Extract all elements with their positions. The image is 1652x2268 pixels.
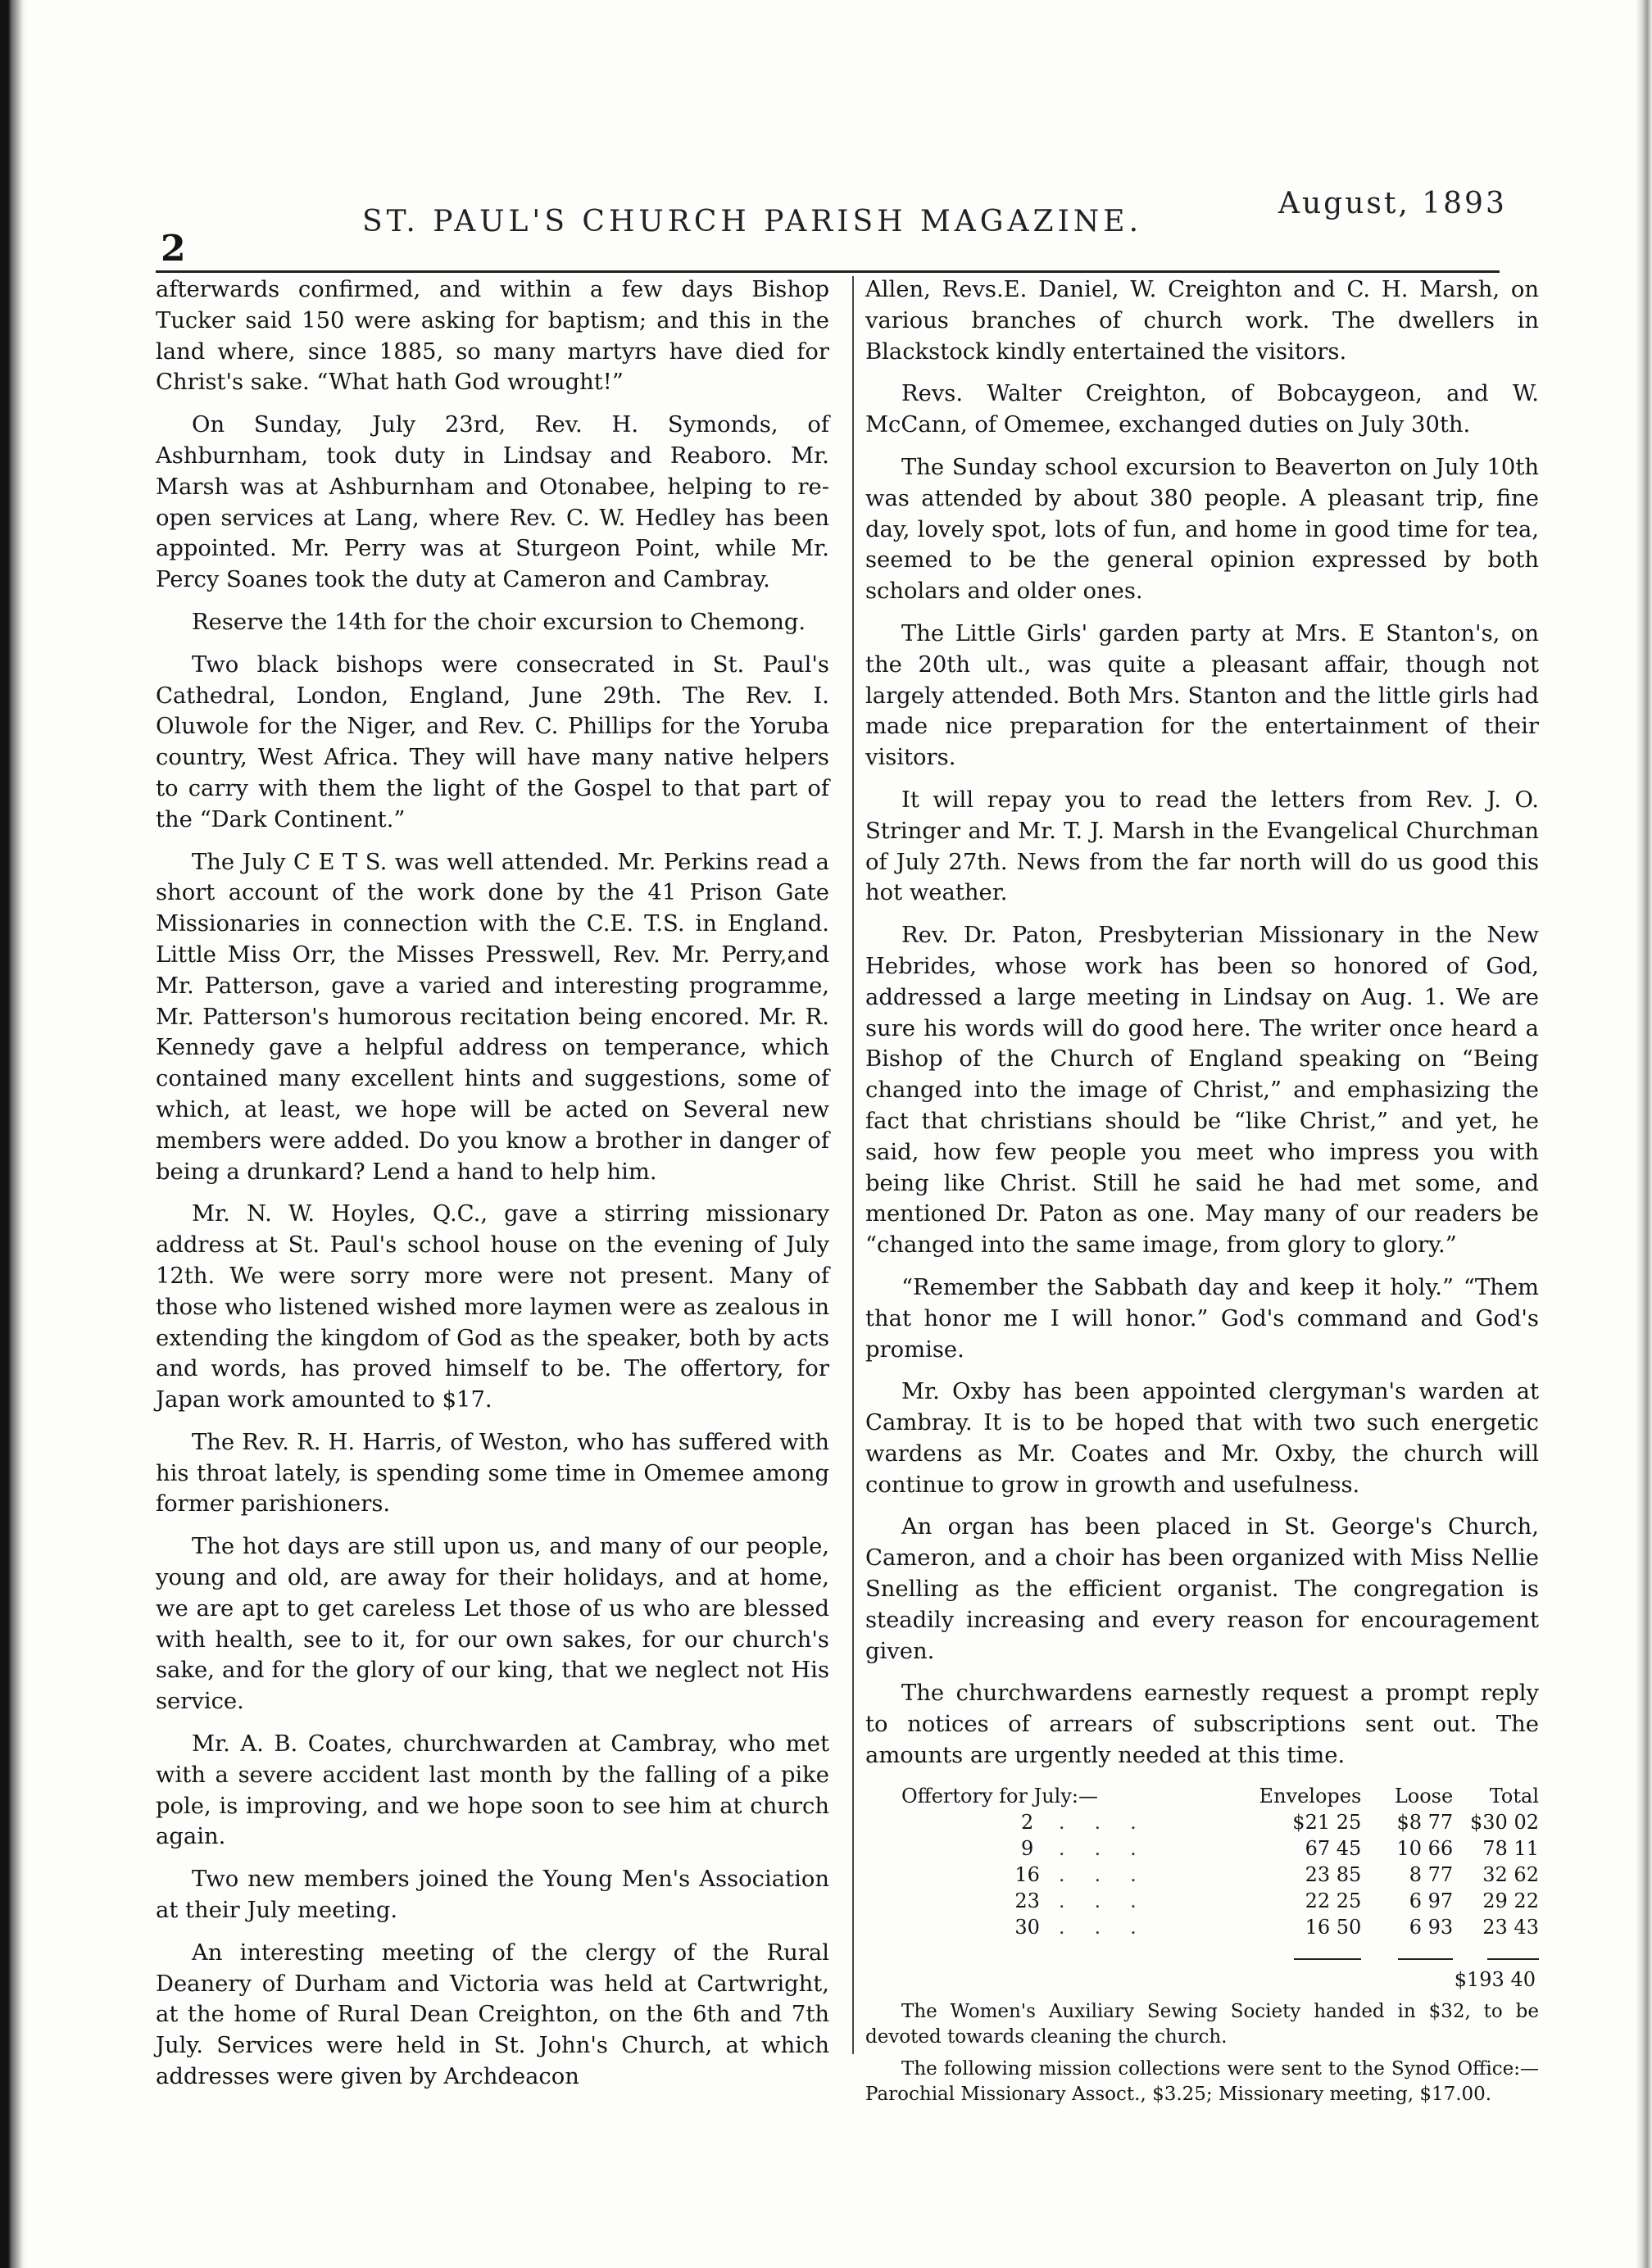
paragraph: An organ has been placed in St. George's Church, Cameron, and a choir has been organized with Miss Nellie Snelling as the efficient organist. The congregation is steadily increasing and every reason for encouragement given.	[865, 1514, 1539, 1664]
leader-dots: ...	[1058, 1810, 1166, 1834]
left-column	[156, 274, 829, 2104]
subtotal-rules	[865, 1940, 1539, 1966]
table-row	[865, 1914, 1539, 1940]
table-row	[865, 1862, 1539, 1888]
paragraph: It will repay you to read the letters from Rev. J. O. Stringer and Mr. T. J. Marsh in the Evangelical Churchman of July 27th. News from the far north will do us good this hot weather.	[865, 787, 1539, 906]
total-cell: 29 22	[1482, 1889, 1539, 1912]
table-row	[865, 1809, 1539, 1835]
footnote: The following mission collections were sent to the Synod Office:—Parochial Missionary Assoct., $3.25; Missionary meeting, $17.00.	[865, 2057, 1539, 2105]
envelopes-cell: $21 25	[1292, 1810, 1362, 1834]
paragraph: The Sunday school excursion to Beaverton on July 10th was attended by about 380 people. A pleasant trip, fine day, lovely spot, lots of fun, and home in good time for tea, seemed to be the general opinion expressed by both scholars and older ones.	[865, 454, 1539, 605]
offertory-header-row	[865, 1783, 1539, 1809]
page-edge	[1636, 0, 1652, 2268]
total-cell: 23 43	[1482, 1915, 1539, 1939]
row-date: 23	[1014, 1889, 1040, 1912]
paragraph: Mr. Oxby has been appointed clergyman's warden at Cambray. It is to be hoped that with two such energetic wardens as Mr. Coates and Mr. Oxby, the church will continue to grow in growth and usefulness.	[865, 1379, 1539, 1498]
sum-rule	[1398, 1953, 1453, 1960]
row-date: 9	[1021, 1836, 1034, 1860]
table-row	[865, 1835, 1539, 1862]
column-header: Loose	[1394, 1784, 1454, 1808]
paragraph: On Sunday, July 23rd, Rev. H. Symonds, of Ashburnham, took duty in Lindsay and Reaboro. Mr. Marsh was at Ashburnham and Otonabee, helping to re-open services at Lang, where Rev. C. W. Hedley has been appointed. Mr. Perry was at Sturgeon Point, while Mr. Percy Soanes took the duty at Cameron and Cambray.	[156, 412, 829, 593]
column-header: Envelopes	[1259, 1784, 1362, 1808]
leader-dots: ...	[1058, 1889, 1166, 1912]
row-date: 16	[1014, 1862, 1040, 1886]
paragraph: The hot days are still upon us, and many of our people, young and old, are away for their holidays, and at home, we are apt to get careless Let those of us who are blessed with health, see to it, for our own sakes, for our church's sake, and for the glory of our king, that we neglect not His service.	[156, 1534, 829, 1715]
row-date: 30	[1014, 1915, 1040, 1939]
paragraph: “Remember the Sabbath day and keep it holy.” “Them that honor me I will honor.” God's command and God's promise.	[865, 1274, 1539, 1363]
paragraph: Two black bishops were consecrated in St. Paul's Cathedral, London, England, June 29th. The Rev. I. Oluwole for the Niger, and Rev. C. Phillips for the Yoruba country, West Africa. They will have many native helpers to carry with them the light of the Gospel to that part of the “Dark Continent.”	[156, 651, 829, 832]
paragraph: Two new members joined the Young Men's Association at their July meeting.	[156, 1867, 829, 1924]
paragraph: The July C E T S. was well attended. Mr. Perkins read a short account of the work done by the 41 Prison Gate Missionaries in connection with the C.E. T.S. in England. Little Miss Orr, the Misses Presswell, Rev. Mr. Perry,and Mr. Patterson, gave a varied and interesting programme, Mr. Patterson's humorous recitation being encored. Mr. R. Kennedy gave a helpful address on temperance, which contained many excellent hints and suggestions, some of which, at least, we hope will be acted on Several new members were added. Do you know a brother in danger of being a drunkard? Lend a hand to help him.	[156, 849, 829, 1185]
leader-dots: ...	[1058, 1836, 1166, 1860]
paragraph: Revs. Walter Creighton, of Bobcaygeon, and W. McCann, of Omemee, exchanged duties on July 30th.	[865, 381, 1539, 438]
leader-dots: ...	[1058, 1862, 1166, 1886]
total-cell: 78 11	[1482, 1836, 1539, 1860]
leader-dots: ...	[1058, 1915, 1166, 1939]
paragraph: Rev. Dr. Paton, Presbyterian Missionary in the New Hebrides, whose work has been so honored of God, addressed a large meeting in Lindsay on Aug. 1. We are sure his words will do good here. The writer once heard a Bishop of the Church of England speaking on “Being changed into the image of Christ,” and emphasizing the fact that christians should be “like Christ,” and yet, he said, how few people you meet who impress you with being like Christ. Still he said he had met some, and mentioned Dr. Paton as one. May many of our readers be “changed into the same image, from glory to glory.”	[865, 923, 1539, 1259]
column-header: Total	[1489, 1784, 1539, 1808]
paragraph: Allen, Revs.E. Daniel, W. Creighton and C. H. Marsh, on various branches of church work. The dwellers in Blackstock kindly entertained the visitors.	[865, 277, 1539, 365]
paragraph: afterwards confirmed, and within a few days Bishop Tucker said 150 were asking for baptism; and this in the land where, since 1885, so many martyrs have died for Christ's sake. “What hath God wrought!”	[156, 277, 829, 396]
envelopes-cell: 23 85	[1305, 1862, 1362, 1886]
loose-cell: 6 97	[1409, 1889, 1454, 1912]
sum-rule	[1294, 1953, 1361, 1960]
envelopes-cell: 22 25	[1305, 1889, 1362, 1912]
right-column	[865, 274, 1539, 2114]
loose-cell: 8 77	[1409, 1862, 1454, 1886]
running-title: ST. PAUL'S CHURCH PARISH MAGAZINE.	[362, 205, 1143, 238]
paragraph: The Rev. R. H. Harris, of Weston, who has suffered with his throat lately, is spending some time in Omemee among former parishioners.	[156, 1429, 829, 1517]
envelopes-cell: 16 50	[1305, 1915, 1362, 1939]
footnote: The Women's Auxiliary Sewing Society handed in $32, to be devoted towards cleaning the church.	[865, 2000, 1539, 2048]
paragraph: Mr. A. B. Coates, churchwarden at Cambray, who met with a severe accident last month by the falling of a pike pole, is improving, and we hope soon to see him at church again.	[156, 1731, 829, 1850]
sum-rule	[1487, 1953, 1539, 1960]
header-rule	[156, 270, 1500, 273]
binding-edge	[0, 0, 28, 2268]
total-cell: $30 02	[1470, 1810, 1539, 1834]
paragraph: An interesting meeting of the clergy of the Rural Deanery of Durham and Victoria was held at Cartwright, at the home of Rural Dean Creighton, on the 6th and 7th July. Services were held in St. John's Church, at which addresses were given by Archdeacon	[156, 1939, 829, 2090]
offertory-table	[865, 1783, 1539, 1993]
paragraph: The Little Girls' garden party at Mrs. E Stanton's, on the 20th ult., was quite a pleasant affair, though not largely attended. Both Mrs. Stanton and the little girls had made nice preparation for the entertainment of their visitors.	[865, 620, 1539, 771]
paragraph: The churchwardens earnestly request a prompt reply to notices of arrears of subscriptions sent out. The amounts are urgently needed at this time.	[865, 1681, 1539, 1769]
total-cell: 32 62	[1482, 1862, 1539, 1886]
table-row	[865, 1888, 1539, 1914]
envelopes-cell: 67 45	[1305, 1836, 1362, 1860]
page-number: 2	[161, 228, 186, 270]
loose-cell: 10 66	[1396, 1836, 1454, 1860]
paragraph: Mr. N. W. Hoyles, Q.C., gave a stirring missionary address at St. Paul's school house on the evening of July 12th. We were sorry more were not present. Many of those who listened wished more laymen were as zealous in extending the kingdom of God as the speaker, both by acts and words, has proved himself to be. The offertory, for Japan work amounted to $17.	[156, 1201, 829, 1413]
offertory-label: Offertory for July:—	[901, 1784, 1098, 1808]
row-date: 2	[1021, 1810, 1034, 1834]
column-rule	[852, 276, 854, 2054]
loose-cell: 6 93	[1409, 1915, 1454, 1939]
issue-date: August, 1893	[1278, 187, 1507, 220]
grand-total: $193 40	[1454, 1967, 1536, 1991]
paragraph: Reserve the 14th for the choir excursion to Chemong.	[192, 609, 806, 635]
loose-cell: $8 77	[1396, 1810, 1454, 1834]
